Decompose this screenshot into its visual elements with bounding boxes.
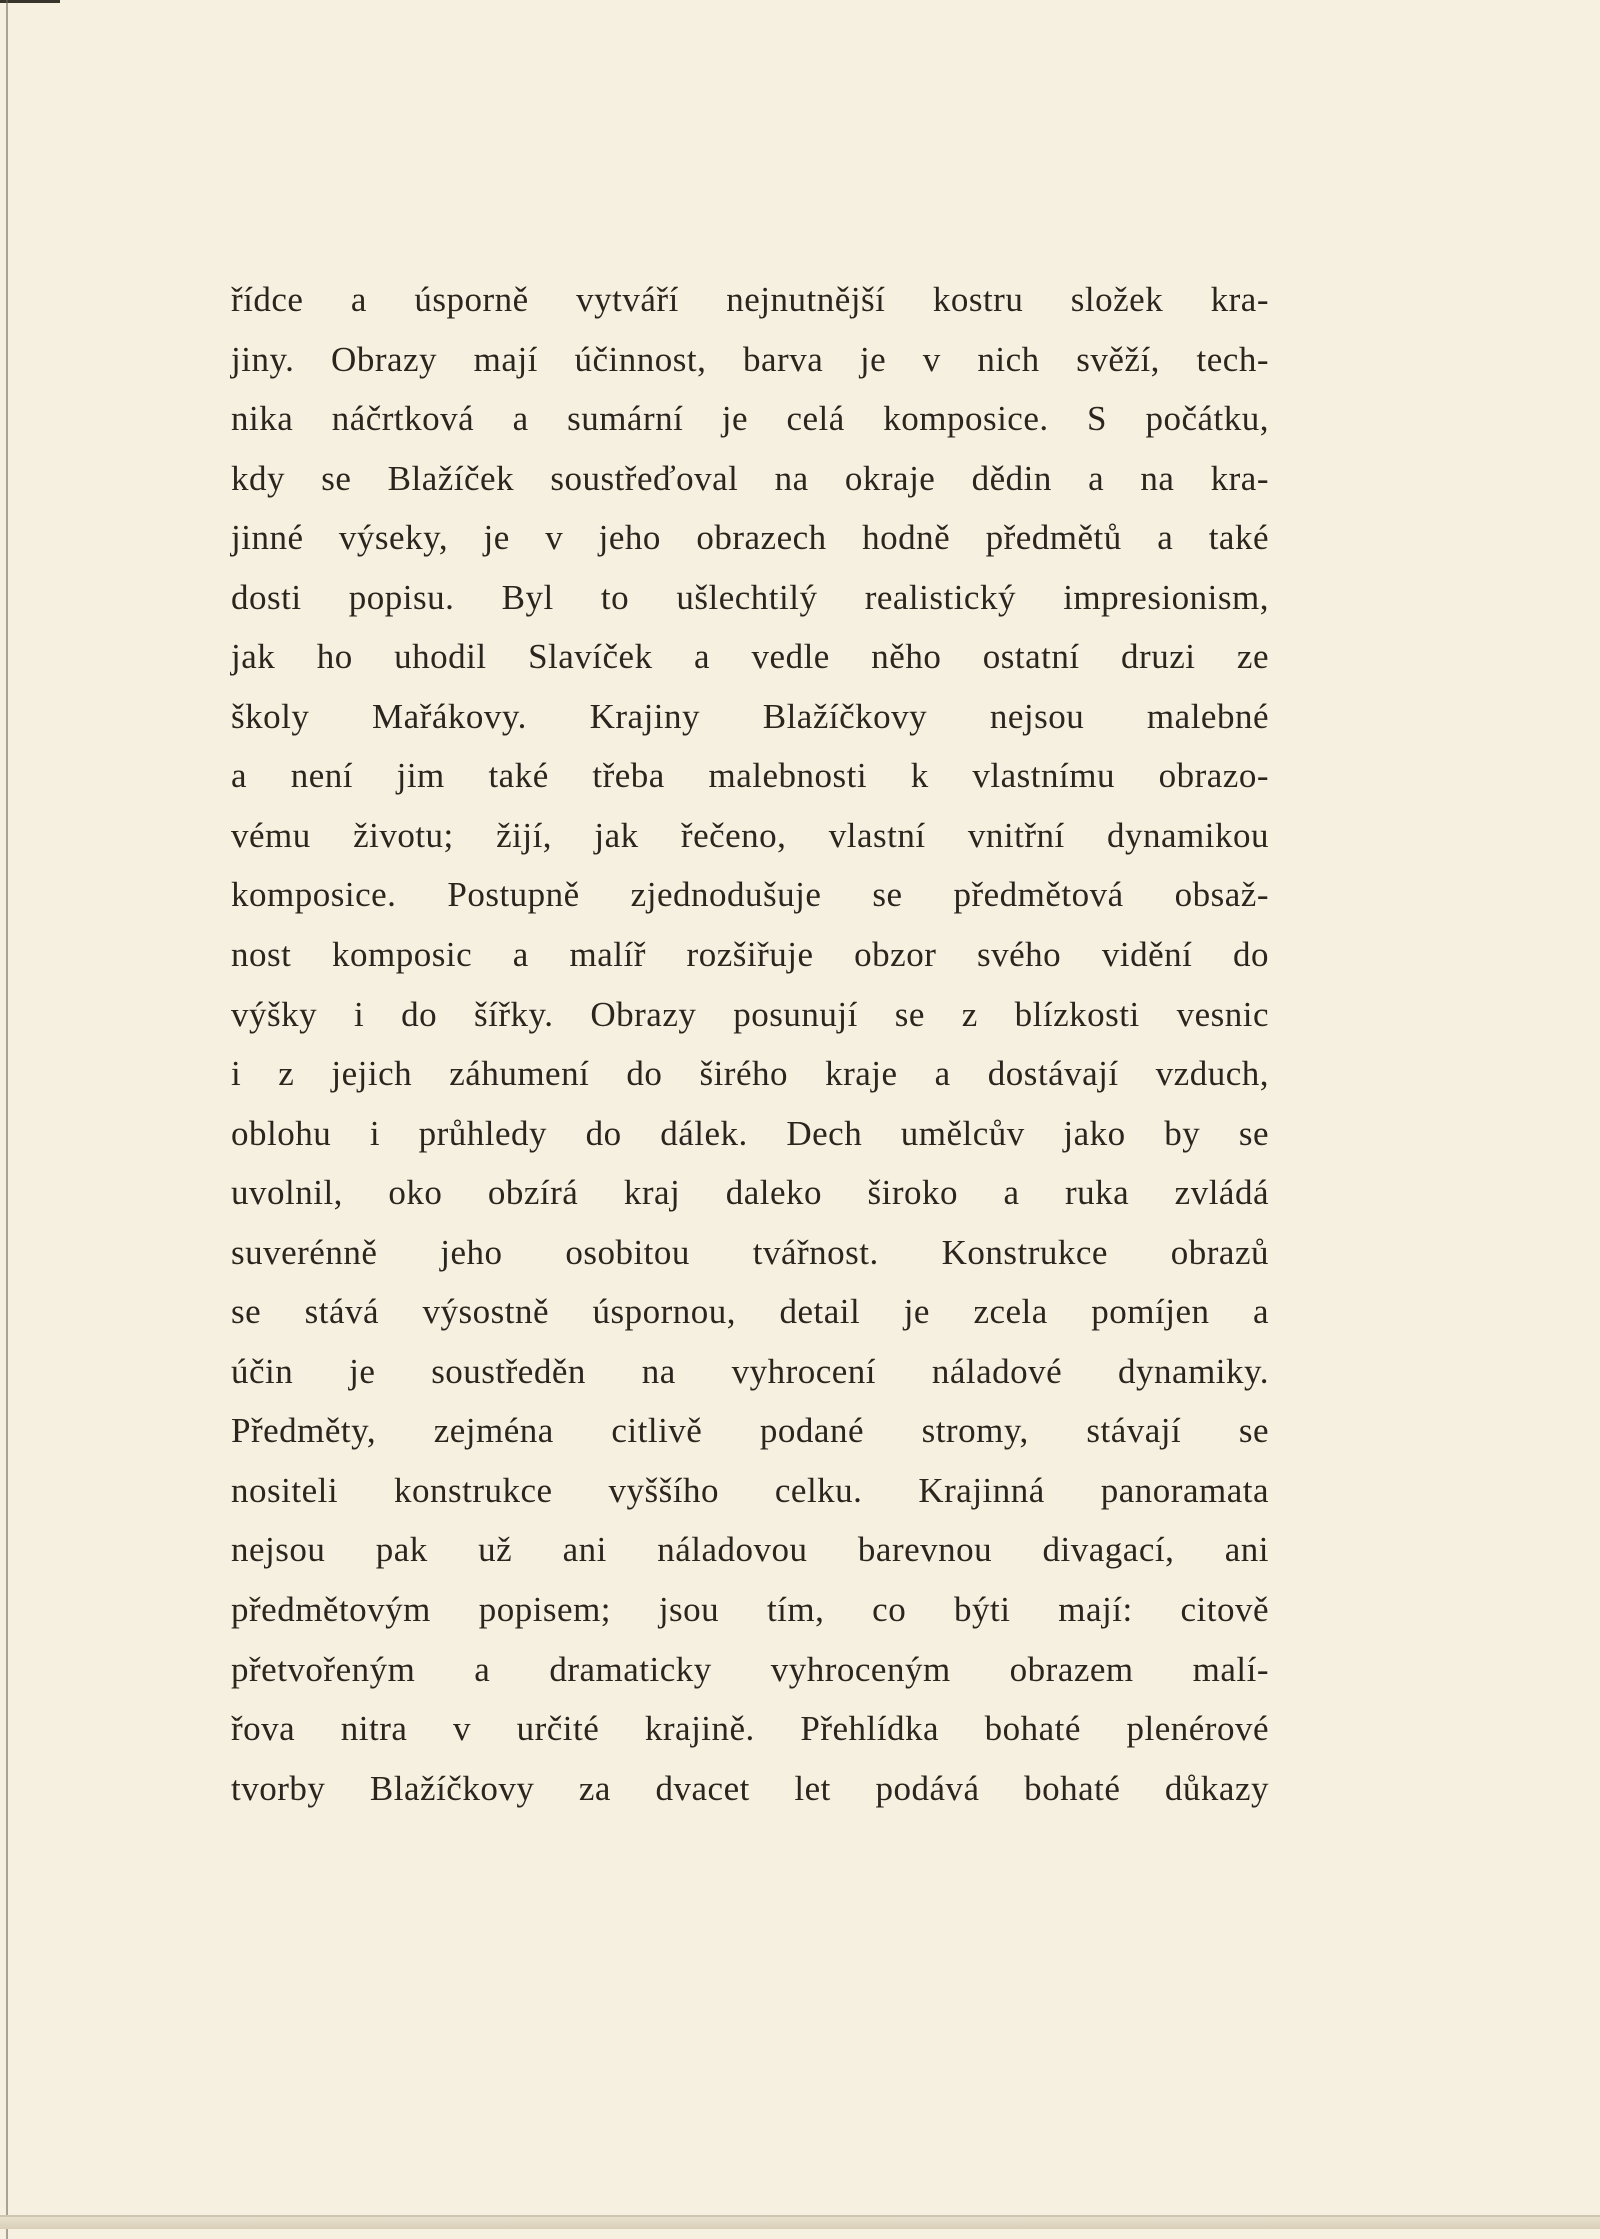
text-line: dosti popisu. Byl to ušlechtilý realistický impresionism, (231, 577, 1269, 617)
text-line: předmětovým popisem; jsou tím, co býti mají: citově (231, 1590, 1269, 1630)
text-line: výšky i do šířky. Obrazy posunují se z blízkosti vesnic (231, 994, 1269, 1034)
text-line: nika náčrtková a sumární je celá komposice. S počátku, (231, 399, 1269, 439)
body-text (231, 276, 1269, 1824)
text-line: a není jim také třeba malebnosti k vlastnímu obrazo- (231, 756, 1269, 796)
text-line: účin je soustředěn na vyhrocení náladové dynamiky. (231, 1351, 1269, 1391)
scan-edge-top (0, 0, 60, 3)
scan-edge-left (6, 0, 8, 2239)
text-line: školy Mařákovy. Krajiny Blažíčkovy nejsou malebné (231, 696, 1269, 736)
text-line: nejsou pak už ani náladovou barevnou divagací, ani (231, 1530, 1269, 1570)
text-line: tvorby Blažíčkovy za dvacet let podává bohaté důkazy (231, 1768, 1269, 1808)
text-line: vému životu; žijí, jak řečeno, vlastní vnitřní dynamikou (231, 815, 1269, 855)
scan-edge-bottom-shadow (0, 2217, 1600, 2229)
text-line: kdy se Blažíček soustřeďoval na okraje dědin a na kra- (231, 458, 1269, 498)
text-line: komposice. Postupně zjednodušuje se předmětová obsaž- (231, 875, 1269, 915)
text-line: suverénně jeho osobitou tvářnost. Konstrukce obrazů (231, 1232, 1269, 1272)
text-line: řova nitra v určité krajině. Přehlídka bohaté plenérové (231, 1709, 1269, 1749)
text-line: nositeli konstrukce vyššího celku. Krajinná panoramata (231, 1470, 1269, 1510)
text-line: se stává výsostně úspornou, detail je zcela pomíjen a (231, 1292, 1269, 1332)
text-line: oblohu i průhledy do dálek. Dech umělcův jako by se (231, 1113, 1269, 1153)
scan-edge-bottom (0, 2215, 1600, 2217)
text-line: i z jejich záhumení do širého kraje a dostávají vzduch, (231, 1054, 1269, 1094)
text-line: přetvořeným a dramaticky vyhroceným obrazem malí- (231, 1649, 1269, 1689)
text-line: Předměty, zejména citlivě podané stromy, stávají se (231, 1411, 1269, 1451)
text-line: jinné výseky, je v jeho obrazech hodně předmětů a také (231, 518, 1269, 558)
text-line: jiny. Obrazy mají účinnost, barva je v nich svěží, tech- (231, 339, 1269, 379)
text-line: řídce a úsporně vytváří nejnutnější kostru složek kra- (231, 280, 1269, 319)
text-line: jak ho uhodil Slavíček a vedle něho ostatní druzi ze (231, 637, 1269, 677)
text-line: uvolnil, oko obzírá kraj daleko široko a ruka zvládá (231, 1173, 1269, 1213)
text-line: nost komposic a malíř rozšiřuje obzor svého vidění do (231, 935, 1269, 975)
